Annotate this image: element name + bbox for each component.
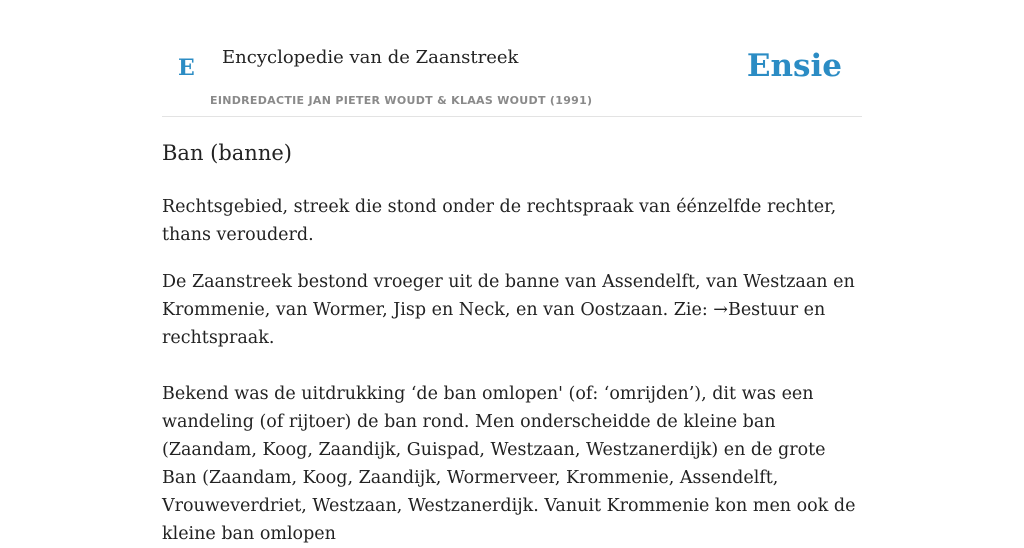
article-paragraph: Rechtsgebied, streek die stond onder de rechtspraak van éénzelfde rechter, thans verouderd.	[162, 197, 837, 246]
book-title[interactable]: Encyclopedie van de Zaanstreek	[222, 47, 519, 68]
page-header	[162, 0, 862, 117]
article-title: Ban (banne)	[162, 141, 292, 165]
paragraph-text: De Zaanstreek bestond vroeger uit de banne van Assendelft, van Westzaan en Krommenie, van Wormer, Jisp en Neck, en van Oostzaan. Zie:	[162, 272, 855, 321]
article	[162, 140, 862, 548]
book-logo-icon[interactable]: E	[178, 55, 195, 81]
article-paragraph: Bekend was de uitdrukking ‘de ban omlopen' (of: ‘omrijden’), dit was een wandeling (of rijtoer) de ban rond. Men onderscheidde de kleine ban (Zaandam, Koog, Zaandijk, Guispad, Westzaan, Westzanerdijk) en de grote Ban (Zaandam, Koog, Zaandijk, Wormerveer, Krommenie, Assendelft, Vrouweverdriet, Westzaan, Westzanerdijk. Vanuit Krommenie kon men ook de kleine ban omlopen	[162, 384, 856, 545]
article-paragraph	[162, 268, 862, 352]
book-editors: EINDREDACTIE JAN PIETER WOUDT & KLAAS WOUDT (1991)	[210, 94, 593, 107]
cross-reference-link[interactable]: →Bestuur en rechtspraak	[162, 300, 826, 349]
paragraph-text: .	[268, 328, 275, 349]
ensie-logo[interactable]: Ensie	[746, 48, 842, 84]
